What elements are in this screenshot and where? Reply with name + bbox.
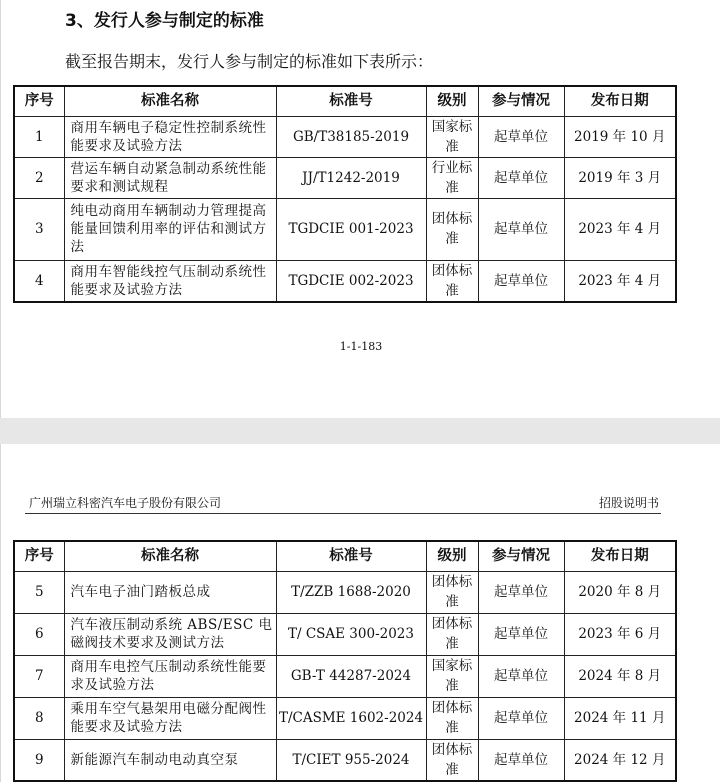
table-row [14,739,676,781]
table-row [14,571,676,613]
cell-no: 4 [14,260,64,302]
cell-role: 起草单位 [478,260,564,302]
standards-table-page-1 [13,85,677,303]
cell-level: 团体标准 [426,260,478,302]
cell-code: T/ZZB 1688-2020 [276,571,426,613]
header-code: 标准号 [276,541,426,571]
cell-date: 2023 年 4 月 [564,198,676,260]
cell-level: 团体标准 [426,571,478,613]
table-row [14,116,676,157]
cell-date: 2019 年 10 月 [564,116,676,157]
cell-code: GB-T 44287-2024 [276,655,426,697]
cell-code: T/CIET 955-2024 [276,739,426,781]
cell-date: 2020 年 8 月 [564,571,676,613]
header-doc-type: 招股说明书 [598,496,659,510]
table-header-row [14,541,676,571]
cell-level: 行业标准 [426,157,478,198]
cell-role: 起草单位 [478,571,564,613]
cell-code: T/ CSAE 300-2023 [276,613,426,655]
cell-level: 团体标准 [426,697,478,739]
header-level: 级别 [426,541,478,571]
cell-role: 起草单位 [478,198,564,260]
table-row [14,697,676,739]
header-name: 标准名称 [64,541,276,571]
cell-code: T/CASME 1602-2024 [276,697,426,739]
cell-date: 2019 年 3 月 [564,157,676,198]
cell-date: 2023 年 6 月 [564,613,676,655]
cell-role: 起草单位 [478,697,564,739]
cell-date: 2023 年 4 月 [564,260,676,302]
cell-role: 起草单位 [478,613,564,655]
header-company: 广州瑞立科密汽车电子股份有限公司 [29,496,222,510]
cell-date: 2024 年 12 月 [564,739,676,781]
cell-no: 1 [14,116,64,157]
cell-level: 团体标准 [426,613,478,655]
table-row [14,260,676,302]
cell-name: 汽车电子油门踏板总成 [64,571,276,613]
cell-no: 2 [14,157,64,198]
cell-code: GB/T38185-2019 [276,116,426,157]
cell-no: 5 [14,571,64,613]
header-no: 序号 [14,86,64,116]
cell-name: 新能源汽车制动电动真空泵 [64,739,276,781]
cell-date: 2024 年 11 月 [564,697,676,739]
cell-no: 7 [14,655,64,697]
header-rule [25,513,661,514]
cell-no: 3 [14,198,64,260]
cell-name: 商用车智能线控气压制动系统性能要求及试验方法 [64,260,276,302]
cell-level: 国家标准 [426,116,478,157]
header-role: 参与情况 [478,541,564,571]
cell-role: 起草单位 [478,157,564,198]
header-level: 级别 [426,86,478,116]
cell-date: 2024 年 8 月 [564,655,676,697]
header-name: 标准名称 [64,86,276,116]
cell-role: 起草单位 [478,116,564,157]
table-row [14,613,676,655]
header-date: 发布日期 [564,86,676,116]
header-no: 序号 [14,541,64,571]
intro-paragraph: 截至报告期末，发行人参与制定的标准如下表所示： [65,52,434,71]
table-row [14,198,676,260]
header-code: 标准号 [276,86,426,116]
cell-level: 国家标准 [426,655,478,697]
document-page-2 [0,444,720,782]
standards-table-page-2 [13,540,677,782]
cell-code: JJ/T1242-2019 [276,157,426,198]
section-title: 3、发行人参与制定的标准 [65,11,264,31]
cell-level: 团体标准 [426,739,478,781]
table-header-row [14,86,676,116]
cell-no: 6 [14,613,64,655]
cell-code: TGDCIE 002-2023 [276,260,426,302]
cell-role: 起草单位 [478,739,564,781]
cell-no: 9 [14,739,64,781]
table-row [14,157,676,198]
table-row [14,655,676,697]
header-date: 发布日期 [564,541,676,571]
header-role: 参与情况 [478,86,564,116]
cell-level: 团体标准 [426,198,478,260]
cell-name: 纯电动商用车辆制动力管理提高能量回馈利用率的评估和测试方法 [64,198,276,260]
cell-role: 起草单位 [478,655,564,697]
page-number: 1-1-183 [339,340,383,353]
cell-name: 乘用车空气悬架用电磁分配阀性能要求及试验方法 [64,697,276,739]
cell-code: TGDCIE 001-2023 [276,198,426,260]
page-gap [0,418,720,444]
cell-name: 营运车辆自动紧急制动系统性能要求和测试规程 [64,157,276,198]
cell-name: 汽车液压制动系统 ABS/ESC 电磁阀技术要求及测试方法 [64,613,276,655]
cell-name: 商用车辆电子稳定性控制系统性能要求及试验方法 [64,116,276,157]
cell-no: 8 [14,697,64,739]
cell-name: 商用车电控气压制动系统性能要求及试验方法 [64,655,276,697]
